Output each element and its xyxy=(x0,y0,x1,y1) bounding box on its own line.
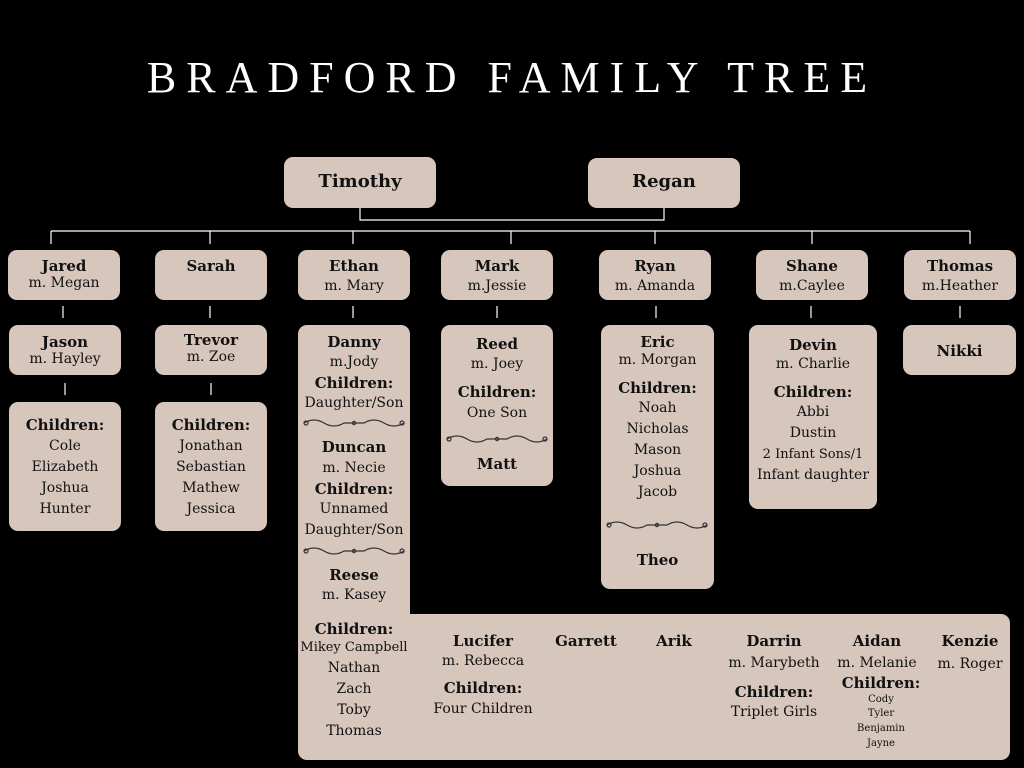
list-item: Toby xyxy=(337,702,371,718)
list-item: Benjamin xyxy=(857,723,905,734)
spouse-label: m. Rebecca xyxy=(441,653,525,669)
children-label: Children: xyxy=(734,683,814,701)
grandchild-name: Nikki xyxy=(936,342,983,360)
grandchild-name: Kenzie xyxy=(941,632,999,650)
spouse-label: m. Mary xyxy=(324,278,384,294)
list-item: Jacob xyxy=(637,484,678,500)
child-box-shane xyxy=(756,250,868,300)
child-box-ethan xyxy=(298,250,410,300)
children-label: Children: xyxy=(314,374,394,392)
list-item: Tyler xyxy=(867,708,895,719)
spouse-label: m. Charlie xyxy=(775,356,851,372)
spouse-label: m. Amanda xyxy=(614,278,696,294)
list-item: Four Children xyxy=(433,701,533,717)
grandchild-box-devin xyxy=(749,325,877,509)
child-box-thomas xyxy=(904,250,1016,300)
spouse-label: m.Heather xyxy=(921,278,999,294)
children-label: Children: xyxy=(457,383,537,401)
divider-flourish xyxy=(300,544,408,558)
grandchild-name: Reese xyxy=(329,566,379,584)
parent-box-regan xyxy=(588,158,740,208)
list-item: Hunter xyxy=(39,501,91,517)
spouse-label: m. Necie xyxy=(322,460,386,476)
grandchild-box-nikki xyxy=(903,325,1016,375)
list-item: Elizabeth xyxy=(31,459,99,475)
grandchild-name: Reed xyxy=(475,335,519,353)
spouse-label: m. Zoe xyxy=(186,349,236,365)
list-item: Infant daughter xyxy=(756,467,870,483)
grandchild-box-trevor xyxy=(155,325,267,375)
list-item: Daughter/Son xyxy=(304,395,404,411)
grandchild-name: Aidan xyxy=(852,632,902,650)
grandchild-name: Matt xyxy=(476,455,518,473)
children-label: Children: xyxy=(314,620,394,638)
list-item: Joshua xyxy=(633,463,682,479)
child-name: Thomas xyxy=(926,257,994,275)
list-item: Abbi xyxy=(796,404,830,420)
grandchild-name: Trevor xyxy=(183,331,239,349)
child-box-jared xyxy=(8,250,120,300)
child-name: Mark xyxy=(474,257,520,275)
children-label: Children: xyxy=(773,383,853,401)
grandchild-name: Eric xyxy=(640,333,675,351)
list-item: 2 Infant Sons/1 xyxy=(762,447,864,462)
child-box-ryan xyxy=(599,250,711,300)
spouse-label: m. Joey xyxy=(470,356,524,372)
list-item: Mason xyxy=(633,442,682,458)
spouse-label: m. Roger xyxy=(937,656,1003,672)
list-item: Joshua xyxy=(41,480,89,496)
children-label: Children: xyxy=(314,480,394,498)
grandchild-name: Devin xyxy=(789,336,837,354)
children-box-jason xyxy=(9,402,121,531)
child-name: Shane xyxy=(786,257,838,275)
list-item: Zach xyxy=(336,681,372,697)
spouse-label: m. Marybeth xyxy=(728,655,820,671)
spouse-label: m.Jessie xyxy=(467,278,527,294)
spouse-label: m.Jody xyxy=(329,354,379,370)
spouse-label: m. Megan xyxy=(28,275,100,291)
child-name: Ethan xyxy=(329,257,379,275)
children-label: Children: xyxy=(171,416,251,434)
list-item: Cody xyxy=(868,694,894,705)
children-label: Children: xyxy=(618,379,697,397)
list-item: One Son xyxy=(466,405,528,421)
spouse-label: m. Melanie xyxy=(837,655,917,671)
list-item: Cole xyxy=(49,438,81,454)
children-label: Children: xyxy=(25,416,105,434)
grandchild-box-jason xyxy=(9,325,121,375)
page-title: BRADFORD FAMILY TREE xyxy=(146,53,878,102)
list-item: Noah xyxy=(638,400,677,416)
grandchild-name: Arik xyxy=(656,632,692,650)
children-box-trevor xyxy=(155,402,267,531)
list-item: Jayne xyxy=(867,738,895,749)
divider-flourish xyxy=(443,432,551,446)
divider-flourish xyxy=(603,518,711,532)
list-item: Nicholas xyxy=(626,421,689,437)
grandchild-box-eric xyxy=(601,325,714,589)
grandchild-name: Duncan xyxy=(321,438,387,456)
list-item: Mikey Campbell xyxy=(300,640,408,655)
parent-box-timothy xyxy=(284,157,436,208)
list-item: Jessica xyxy=(186,501,236,517)
spouse-label: m.Caylee xyxy=(779,278,845,294)
list-item: Nathan xyxy=(327,660,381,676)
grandchild-name: Lucifer xyxy=(452,632,514,650)
child-name: Ryan xyxy=(634,257,676,275)
list-item: Unnamed xyxy=(319,501,389,517)
spouse-label: m. Hayley xyxy=(29,351,101,367)
list-item: Triplet Girls xyxy=(730,704,818,720)
parent-name: Timothy xyxy=(318,171,402,192)
spouse-label: m. Kasey xyxy=(321,587,387,603)
children-label: Children: xyxy=(841,674,921,692)
list-item: Daughter/Son xyxy=(304,522,404,538)
grandchild-name: Darrin xyxy=(746,632,802,650)
grandchild-name: Garrett xyxy=(555,632,617,650)
grandchild-name: Theo xyxy=(636,551,679,569)
child-name: Sarah xyxy=(186,257,236,275)
parent-name: Regan xyxy=(632,171,696,192)
list-item: Dustin xyxy=(789,425,837,441)
grandchild-box-reed xyxy=(441,325,553,486)
child-name: Jared xyxy=(41,257,87,275)
spouse-label: m. Morgan xyxy=(618,352,697,368)
children-label: Children: xyxy=(443,679,523,697)
divider-flourish xyxy=(300,416,408,430)
list-item: Thomas xyxy=(326,723,382,739)
grandchild-name: Danny xyxy=(327,333,381,351)
list-item: Mathew xyxy=(182,480,240,496)
list-item: Sebastian xyxy=(176,459,246,475)
child-box-mark xyxy=(441,250,553,300)
list-item: Jonathan xyxy=(179,438,243,454)
grandchild-name: Jason xyxy=(41,333,89,351)
child-box-sarah xyxy=(155,250,267,300)
